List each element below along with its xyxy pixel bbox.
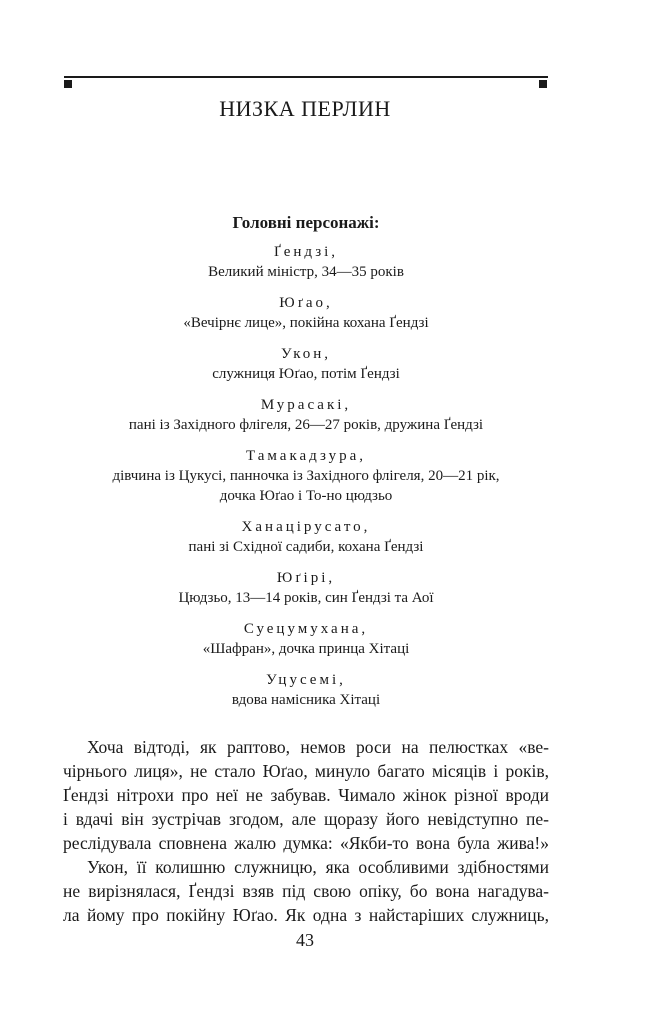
body-line: не вирізнялася, Ґендзі взяв під свою опіку, бо вона нагадува- bbox=[63, 881, 549, 901]
character-description: служниця Юґао, потім Ґендзі bbox=[212, 366, 400, 382]
page-number: 43 bbox=[296, 930, 314, 950]
body-line: ла йому про покійну Юґао. Як одна з найстаріших служниць, bbox=[63, 905, 549, 925]
character-description: дочка Юґао і То-но цюдзьо bbox=[219, 488, 393, 504]
character-entry bbox=[64, 293, 548, 333]
character-description: Великий міністр, 34—35 років bbox=[208, 264, 404, 280]
body-line: і вдачі він зустрічав згодом, але щоразу його невідступно пе- bbox=[63, 809, 549, 829]
body-line: чірнього лиця», не стало Юґао, минуло багато місяців і років, bbox=[63, 761, 549, 781]
character-entry bbox=[64, 568, 548, 608]
character-name: Тамакадзура, bbox=[245, 448, 367, 464]
character-description: «Шафран», дочка принца Хітаці bbox=[202, 641, 410, 657]
cast-list bbox=[64, 212, 548, 721]
character-entry bbox=[64, 517, 548, 557]
character-name: Юґао, bbox=[279, 295, 333, 311]
body-line: Ґендзі нітрохи про неї не забував. Чимало жінок різної вроди bbox=[63, 785, 549, 805]
character-name: Укон, bbox=[280, 346, 332, 362]
character-entry bbox=[64, 344, 548, 384]
header-corner-mark-right bbox=[539, 80, 547, 88]
body-line: Хоча відтоді, як раптово, немов роси на пелюстках «ве- bbox=[87, 737, 549, 757]
character-name: Мурасакі, bbox=[260, 397, 352, 413]
character-entry bbox=[64, 670, 548, 710]
body-text bbox=[63, 735, 549, 927]
character-entry bbox=[64, 619, 548, 659]
character-entry bbox=[64, 242, 548, 282]
character-description: пані із Західного флігеля, 26—27 років, дружина Ґендзі bbox=[128, 417, 484, 433]
header-rule bbox=[64, 76, 548, 78]
character-description: «Вечірнє лице», покійна кохана Ґендзі bbox=[183, 315, 429, 331]
character-name: Ханацірусато, bbox=[241, 519, 371, 535]
character-description: пані зі Східної садиби, кохана Ґендзі bbox=[188, 539, 424, 555]
character-name: Суецумухана, bbox=[243, 621, 369, 637]
character-name: Ґендзі, bbox=[273, 244, 339, 260]
body-line: реслідувала сповнена жалю думка: «Якби-то вона була жива!» bbox=[63, 833, 549, 853]
character-name: Юґірі, bbox=[276, 570, 336, 586]
running-title: НИЗКА ПЕРЛИН bbox=[219, 96, 391, 121]
character-entry bbox=[64, 446, 548, 506]
character-description: дівчина із Цукусі, панночка із Західного флігеля, 20—21 рік, bbox=[112, 468, 500, 484]
header-corner-mark-left bbox=[64, 80, 72, 88]
body-line: Укон, її колишню служницю, яка особливими здібностями bbox=[87, 857, 549, 877]
character-description: вдова намісника Хітаці bbox=[231, 692, 381, 708]
character-entry bbox=[64, 395, 548, 435]
character-description: Цюдзьо, 13—14 років, син Ґендзі та Аої bbox=[178, 590, 434, 606]
character-name: Уцусемі, bbox=[266, 672, 346, 688]
cast-heading: Головні персонажі: bbox=[232, 213, 380, 232]
